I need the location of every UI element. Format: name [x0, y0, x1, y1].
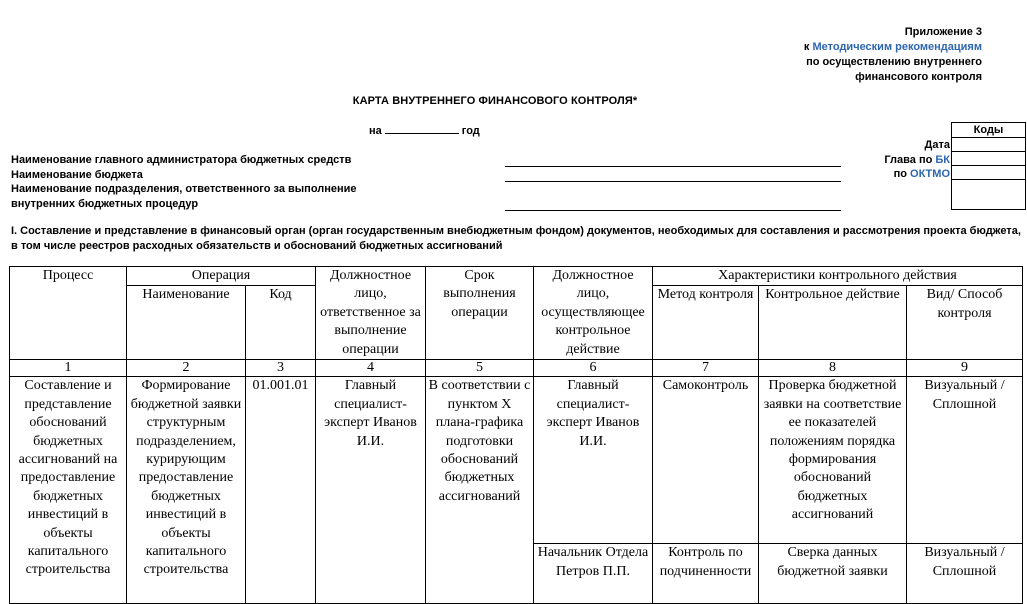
appendix-line-2: [804, 40, 982, 55]
date-code-label: Дата: [924, 139, 950, 151]
row2-type: Визуальный / Сплошной: [907, 544, 1023, 604]
oktmo-code-label: [884, 167, 950, 182]
header-labels: [11, 153, 357, 211]
appendix-note: [804, 25, 982, 85]
division-label-1: Наименование подразделения, ответственного за выполнение: [11, 183, 357, 195]
header-op-name: Наименование: [127, 286, 246, 360]
code-labels: [884, 138, 950, 182]
row1-op-code: 01.001.01: [246, 377, 316, 604]
glava-code-cell[interactable]: [952, 152, 1025, 166]
row1-controller: Главный специалист-эксперт Иванов И.И.: [534, 377, 653, 544]
bk-link[interactable]: БК: [935, 153, 950, 166]
row2-method: Контроль по подчиненности: [653, 544, 759, 604]
column-number: 1: [10, 360, 127, 377]
extra-code-cell[interactable]: [952, 180, 1025, 209]
oktmo-code-cell[interactable]: [952, 166, 1025, 180]
row1-action: Проверка бюджетной заявки на соответствие ее показателей положениям порядка формирования обоснований бюджетных ассигнований: [759, 377, 907, 544]
admin-label: Наименование главного администратора бюджетных средств: [11, 154, 352, 166]
column-number: 7: [653, 360, 759, 377]
column-number: 9: [907, 360, 1023, 377]
column-number: 4: [316, 360, 426, 377]
document-title: КАРТА ВНУТРЕННЕГО ФИНАНСОВОГО КОНТРОЛЯ*: [352, 95, 638, 107]
header-deadline: Срок выполнения операции: [426, 267, 534, 360]
header-op-code: Код: [246, 286, 316, 360]
admin-field-line[interactable]: [505, 166, 841, 167]
header-type: Вид/ Способ контроля: [907, 286, 1023, 360]
glava-code-label: [884, 153, 950, 168]
header-official: Должностное лицо, ответственное за выполнение операции: [316, 267, 426, 360]
control-map-table: [9, 266, 1023, 604]
row1-type: Визуальный / Сплошной: [907, 377, 1023, 544]
column-number: 8: [759, 360, 907, 377]
budget-label: Наименование бюджета: [11, 168, 143, 181]
header-controller: Должностное лицо, осуществляющее контрольное действие: [534, 267, 653, 360]
header-process: Процесс: [10, 267, 127, 360]
codes-box: [951, 122, 1026, 210]
row2-action: Сверка данных бюджетной заявки: [759, 544, 907, 604]
row1-deadline: В соответствии с пунктом Х плана-графика подготовки обоснований бюджетных ассигнований: [426, 377, 534, 604]
column-number: 6: [534, 360, 653, 377]
oktmo-prefix: по: [893, 168, 907, 181]
appendix-prefix: к: [803, 41, 810, 53]
glava-prefix: Глава по: [884, 153, 933, 166]
appendix-line-4: финансового контроля: [855, 71, 982, 83]
header-method: Метод контроля: [653, 286, 759, 360]
division-field-line[interactable]: [505, 210, 841, 211]
appendix-line-3: по осуществлению внутреннего: [806, 56, 982, 68]
row1-official: Главный специалист-эксперт Иванов И.И.: [316, 377, 426, 604]
section-heading: I. Составление и представление в финансовый орган (орган государственным внебюджетным фондом) документов, необходимых для составления и рассмотрения проекта бюджета, в том числе реестров расходных обязательств и обоснований бюджетных ассигнований: [11, 225, 1021, 252]
header-characteristics: Характеристики контрольного действия: [653, 267, 1023, 286]
date-code-cell[interactable]: [952, 138, 1025, 152]
year-prefix: на: [369, 125, 382, 137]
oktmo-link[interactable]: ОКТМО: [910, 168, 950, 181]
row1-process: Составление и представление обоснований бюджетных ассигнований на предоставление бюджетных инвестиций в объекты капитального строительства: [10, 377, 127, 604]
budget-field-line[interactable]: [505, 181, 841, 182]
row1-op-name: Формирование бюджетной заявки структурным подразделением, курирующим предоставление бюджетных инвестиций в объекты капитального строительства: [127, 377, 246, 604]
year-line: [369, 123, 480, 137]
column-number: 5: [426, 360, 534, 377]
column-number: 3: [246, 360, 316, 377]
column-number: 2: [127, 360, 246, 377]
codes-header: Коды: [952, 123, 1025, 138]
division-label-2: внутренних бюджетных процедур: [11, 197, 199, 210]
row2-controller: Начальник Отдела Петров П.П.: [534, 544, 653, 604]
header-action: Контрольное действие: [759, 286, 907, 360]
methodical-recommendations-link[interactable]: Методическим рекомендациям: [812, 41, 982, 53]
appendix-line-1: Приложение 3: [904, 26, 982, 38]
year-suffix: год: [461, 125, 480, 137]
year-blank-field[interactable]: [385, 123, 459, 134]
row1-method: Самоконтроль: [653, 377, 759, 544]
header-operation: Операция: [127, 267, 316, 286]
